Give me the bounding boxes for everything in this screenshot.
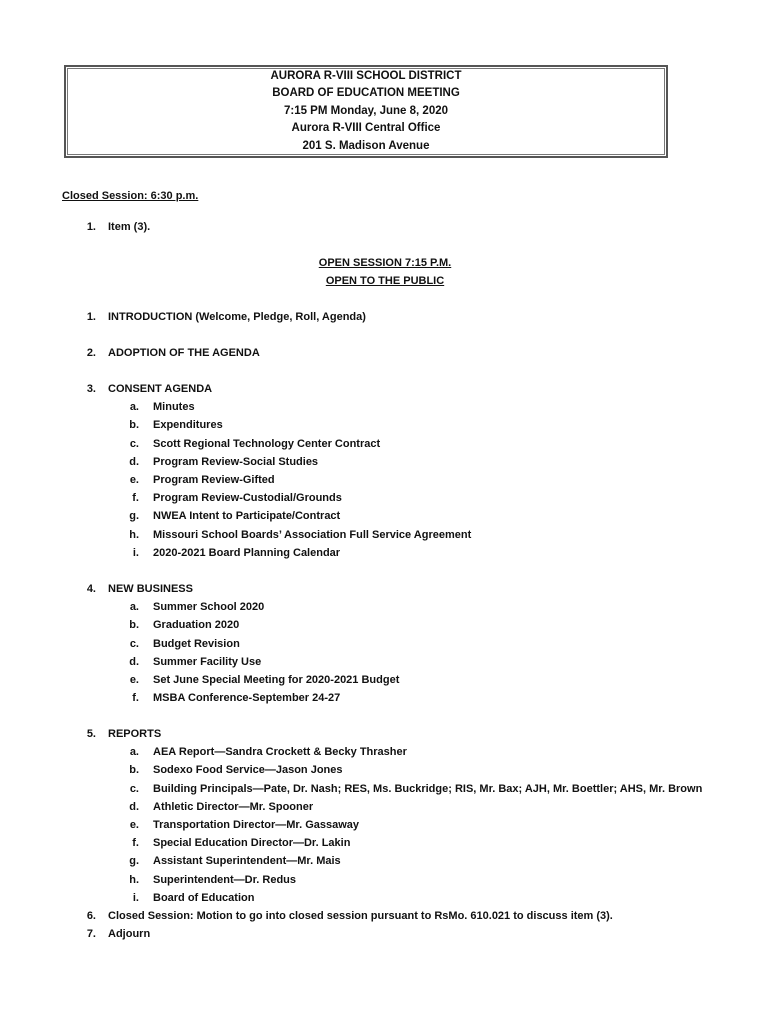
sub-item-text: Program Review-Custodial/Grounds	[153, 492, 342, 505]
agenda-item-text: NEW BUSINESS	[108, 583, 193, 595]
sub-item-letter: a.	[129, 601, 139, 614]
sub-item-text: Assistant Superintendent—Mr. Mais	[153, 855, 341, 868]
sub-item-text: Summer School 2020	[153, 601, 265, 614]
sub-item-letter: i.	[132, 546, 139, 559]
sub-item-text: Sodexo Food Service—Jason Jones	[153, 764, 343, 777]
sub-item-letter: b.	[129, 419, 139, 432]
sub-item-text: Scott Regional Technology Center Contract	[153, 437, 381, 450]
sub-item-letter: h.	[129, 528, 139, 541]
agenda-item-number: 5.	[86, 728, 96, 740]
agenda-item-number: 7.	[86, 928, 96, 940]
sub-item-letter: g.	[129, 855, 139, 868]
sub-item-text: Athletic Director—Mr. Spooner	[153, 800, 314, 813]
sub-item-letter: d.	[129, 455, 139, 468]
closed-item-number: 1.	[86, 221, 96, 233]
agenda-item-text: Adjourn	[108, 928, 151, 940]
sub-item-letter: c.	[129, 637, 139, 650]
agenda-item-number: 3.	[86, 383, 96, 395]
district-name: AURORA R-VIII SCHOOL DISTRICT	[270, 69, 462, 82]
sub-item-letter: i.	[132, 891, 139, 904]
closed-item-text: Item (3).	[108, 221, 151, 233]
open-session-heading: OPEN SESSION 7:15 P.M.	[318, 257, 452, 269]
sub-item-letter: a.	[129, 401, 139, 414]
sub-item-text: Graduation 2020	[153, 619, 240, 632]
sub-item-letter: f.	[132, 692, 139, 705]
sub-item-letter: b.	[129, 764, 139, 777]
meeting-location: Aurora R-VIII Central Office	[291, 122, 441, 135]
sub-item-letter: h.	[129, 873, 139, 886]
sub-item-letter: e.	[129, 674, 139, 686]
sub-item-text: Board of Education	[153, 891, 255, 904]
sub-item-text: Expenditures	[153, 419, 223, 432]
meeting-header-box	[64, 65, 668, 158]
sub-item-letter: g.	[129, 510, 139, 523]
agenda-item-text: INTRODUCTION (Welcome, Pledge, Roll, Agenda)	[108, 311, 366, 323]
sub-item-letter: c.	[129, 782, 139, 795]
agenda-item-number: 4.	[86, 583, 96, 595]
sub-item-text: Special Education Director—Dr. Lakin	[153, 837, 351, 850]
sub-item-letter: f.	[132, 837, 139, 850]
agenda-item-text: REPORTS	[108, 728, 162, 740]
meeting-address: 201 S. Madison Avenue	[302, 139, 430, 152]
sub-item-text: Program Review-Gifted	[153, 474, 275, 486]
sub-item-text: MSBA Conference-September 24-27	[153, 692, 341, 705]
sub-item-text: Missouri School Boards’ Association Full Service Agreement	[153, 528, 472, 541]
open-to-public-heading: OPEN TO THE PUBLIC	[325, 275, 445, 287]
sub-item-letter: c.	[129, 437, 139, 450]
agenda-item-text: ADOPTION OF THE AGENDA	[108, 347, 260, 359]
meeting-title: BOARD OF EDUCATION MEETING	[272, 87, 460, 100]
sub-item-text: Building Principals—Pate, Dr. Nash; RES, Ms. Buckridge; RIS, Mr. Bax; AJH, Mr. Boettler; AHS, Mr. Brown	[153, 782, 703, 795]
agenda-item-text: CONSENT AGENDA	[108, 383, 213, 395]
meeting-datetime: 7:15 PM Monday, June 8, 2020	[283, 104, 449, 117]
sub-item-letter: d.	[129, 800, 139, 813]
sub-item-text: Set June Special Meeting for 2020-2021 Budget	[153, 674, 400, 686]
sub-item-text: Superintendent—Dr. Redus	[153, 873, 297, 886]
closed-session-heading: Closed Session: 6:30 p.m.	[62, 190, 199, 202]
sub-item-letter: e.	[129, 474, 139, 486]
sub-item-text: NWEA Intent to Participate/Contract	[153, 510, 341, 523]
sub-item-text: Summer Facility Use	[153, 655, 262, 668]
sub-item-text: Minutes	[153, 401, 195, 414]
sub-item-letter: b.	[129, 619, 139, 632]
sub-item-text: Budget Revision	[153, 637, 240, 650]
sub-item-letter: e.	[129, 819, 139, 831]
agenda-item-number: 1.	[86, 311, 96, 323]
sub-item-text: Transportation Director—Mr. Gassaway	[153, 819, 360, 831]
sub-item-letter: d.	[129, 655, 139, 668]
sub-item-letter: a.	[129, 746, 139, 759]
agenda-item-number: 6.	[86, 910, 96, 922]
sub-item-letter: f.	[132, 492, 139, 505]
agenda-item-text: Closed Session: Motion to go into closed session pursuant to RsMo. 610.021 to discuss item (3).	[108, 910, 613, 922]
agenda-item-number: 2.	[86, 347, 96, 359]
sub-item-text: AEA Report—Sandra Crockett & Becky Thrasher	[153, 746, 407, 759]
sub-item-text: 2020-2021 Board Planning Calendar	[153, 546, 341, 559]
sub-item-text: Program Review-Social Studies	[153, 455, 319, 468]
